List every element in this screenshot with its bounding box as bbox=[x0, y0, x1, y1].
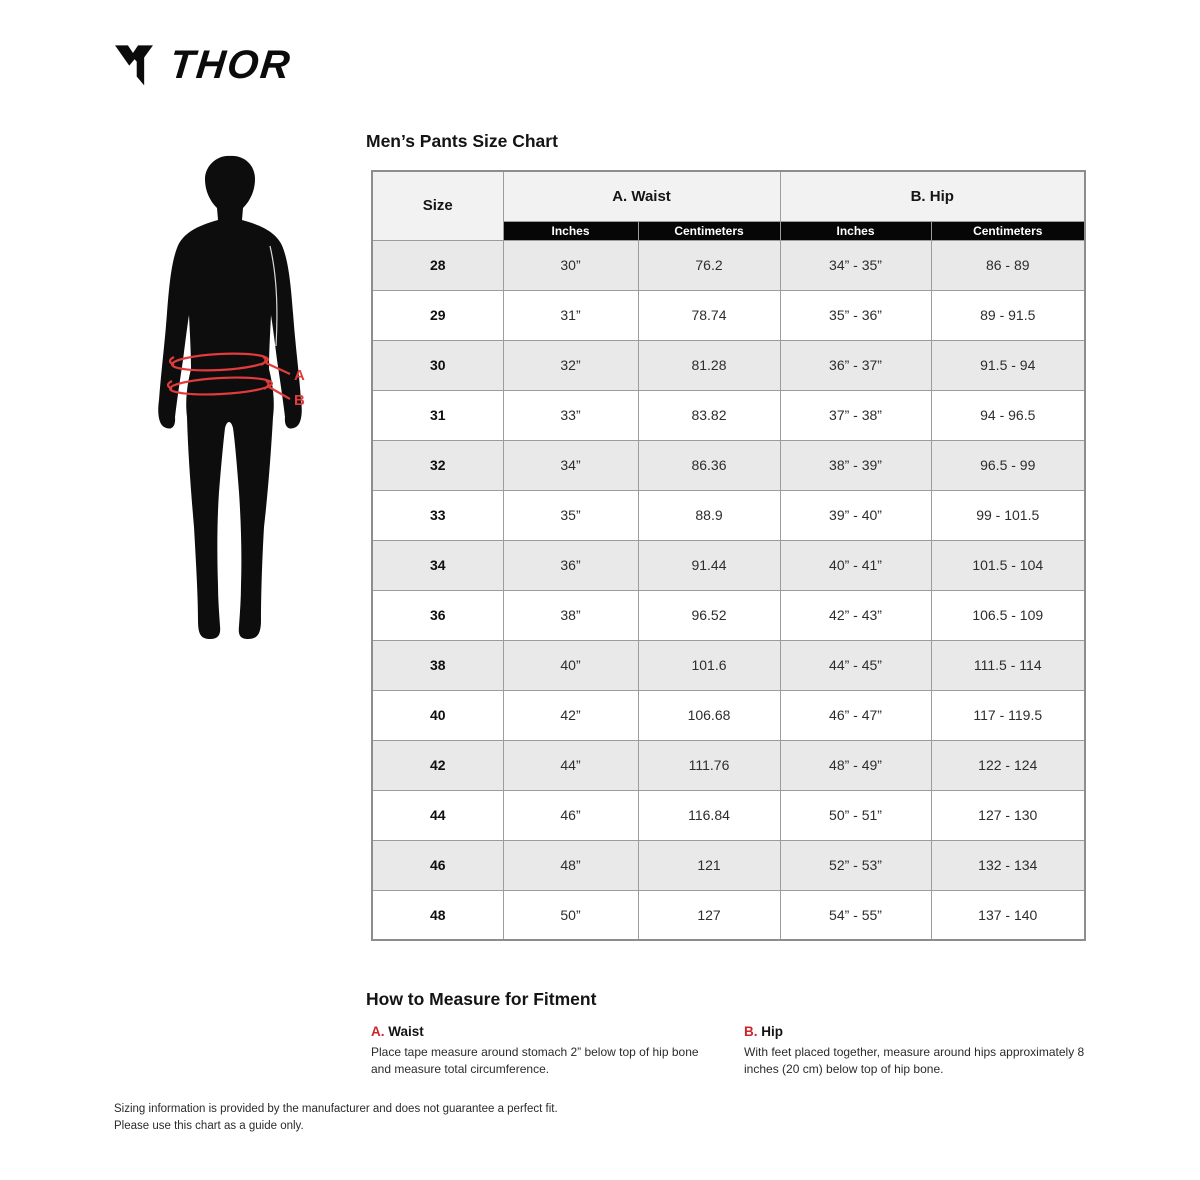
unit-header-hip-centimeters: Centimeters bbox=[931, 221, 1085, 240]
value-cell: 101.5 - 104 bbox=[931, 540, 1085, 590]
size-cell: 28 bbox=[372, 240, 503, 290]
how-to-waist-text: Place tape measure around stomach 2” below top of hip bone and measure total circumference. bbox=[371, 1045, 699, 1077]
value-cell: 117 - 119.5 bbox=[931, 690, 1085, 740]
value-cell: 50” - 51” bbox=[780, 790, 931, 840]
size-cell: 34 bbox=[372, 540, 503, 590]
value-cell: 137 - 140 bbox=[931, 890, 1085, 940]
disclaimer-line-2: Please use this chart as a guide only. bbox=[114, 1120, 304, 1133]
value-cell: 33” bbox=[503, 390, 638, 440]
value-cell: 37” - 38” bbox=[780, 390, 931, 440]
how-to-waist-label bbox=[371, 1024, 709, 1039]
value-cell: 111.5 - 114 bbox=[931, 640, 1085, 690]
value-cell: 116.84 bbox=[638, 790, 780, 840]
size-cell: 48 bbox=[372, 890, 503, 940]
value-cell: 96.5 - 99 bbox=[931, 440, 1085, 490]
value-cell: 101.6 bbox=[638, 640, 780, 690]
size-cell: 38 bbox=[372, 640, 503, 690]
value-cell: 46” - 47” bbox=[780, 690, 931, 740]
column-header-waist: A. Waist bbox=[503, 171, 780, 221]
value-cell: 44” - 45” bbox=[780, 640, 931, 690]
size-cell: 42 bbox=[372, 740, 503, 790]
column-header-size: Size bbox=[372, 171, 503, 240]
size-cell: 46 bbox=[372, 840, 503, 890]
value-cell: 34” - 35” bbox=[780, 240, 931, 290]
unit-header-waist-centimeters: Centimeters bbox=[638, 221, 780, 240]
size-cell: 30 bbox=[372, 340, 503, 390]
value-cell: 96.52 bbox=[638, 590, 780, 640]
value-cell: 94 - 96.5 bbox=[931, 390, 1085, 440]
sizing-disclaimer bbox=[114, 1101, 558, 1136]
waist-label-text: Waist bbox=[388, 1024, 424, 1039]
waist-letter-prefix: A. bbox=[371, 1024, 385, 1039]
table-row bbox=[372, 840, 1085, 890]
value-cell: 48” bbox=[503, 840, 638, 890]
unit-header-waist-inches: Inches bbox=[503, 221, 638, 240]
how-to-hip-label bbox=[744, 1024, 1098, 1039]
value-cell: 34” bbox=[503, 440, 638, 490]
table-row bbox=[372, 790, 1085, 840]
unit-header-hip-inches: Inches bbox=[780, 221, 931, 240]
value-cell: 127 - 130 bbox=[931, 790, 1085, 840]
value-cell: 42” - 43” bbox=[780, 590, 931, 640]
table-row bbox=[372, 390, 1085, 440]
value-cell: 42” bbox=[503, 690, 638, 740]
value-cell: 48” - 49” bbox=[780, 740, 931, 790]
hip-label-b: B bbox=[294, 392, 305, 409]
value-cell: 132 - 134 bbox=[931, 840, 1085, 890]
size-cell: 36 bbox=[372, 590, 503, 640]
hip-label-text: Hip bbox=[761, 1024, 784, 1039]
value-cell: 46” bbox=[503, 790, 638, 840]
table-header-row bbox=[372, 171, 1085, 221]
value-cell: 54” - 55” bbox=[780, 890, 931, 940]
table-row bbox=[372, 890, 1085, 940]
value-cell: 127 bbox=[638, 890, 780, 940]
value-cell: 52” - 53” bbox=[780, 840, 931, 890]
value-cell: 86 - 89 bbox=[931, 240, 1085, 290]
table-row bbox=[372, 240, 1085, 290]
size-cell: 33 bbox=[372, 490, 503, 540]
value-cell: 36” - 37” bbox=[780, 340, 931, 390]
value-cell: 86.36 bbox=[638, 440, 780, 490]
size-cell: 44 bbox=[372, 790, 503, 840]
value-cell: 78.74 bbox=[638, 290, 780, 340]
hip-letter-prefix: B. bbox=[744, 1024, 758, 1039]
table-row bbox=[372, 740, 1085, 790]
table-row bbox=[372, 590, 1085, 640]
value-cell: 40” - 41” bbox=[780, 540, 931, 590]
value-cell: 122 - 124 bbox=[931, 740, 1085, 790]
brand-logo bbox=[112, 43, 294, 87]
value-cell: 31” bbox=[503, 290, 638, 340]
table-row bbox=[372, 440, 1085, 490]
waist-label-a: A bbox=[294, 367, 305, 384]
disclaimer-line-1: Sizing information is provided by the manufacturer and does not guarantee a perfect fit. bbox=[114, 1103, 558, 1115]
how-to-hip-section bbox=[744, 1024, 1098, 1079]
size-cell: 40 bbox=[372, 690, 503, 740]
male-silhouette-illustration bbox=[130, 150, 330, 655]
value-cell: 35” - 36” bbox=[780, 290, 931, 340]
value-cell: 76.2 bbox=[638, 240, 780, 290]
how-to-waist-section bbox=[371, 1024, 709, 1079]
value-cell: 83.82 bbox=[638, 390, 780, 440]
value-cell: 106.5 - 109 bbox=[931, 590, 1085, 640]
value-cell: 91.5 - 94 bbox=[931, 340, 1085, 390]
value-cell: 30” bbox=[503, 240, 638, 290]
size-chart-title: Men’s Pants Size Chart bbox=[366, 131, 558, 151]
table-row bbox=[372, 640, 1085, 690]
body-measurement-figure bbox=[130, 150, 330, 655]
size-table-body bbox=[372, 240, 1085, 940]
value-cell: 40” bbox=[503, 640, 638, 690]
value-cell: 111.76 bbox=[638, 740, 780, 790]
value-cell: 99 - 101.5 bbox=[931, 490, 1085, 540]
how-to-measure-title: How to Measure for Fitment bbox=[366, 989, 597, 1009]
table-row bbox=[372, 490, 1085, 540]
table-row bbox=[372, 340, 1085, 390]
value-cell: 39” - 40” bbox=[780, 490, 931, 540]
value-cell: 35” bbox=[503, 490, 638, 540]
value-cell: 106.68 bbox=[638, 690, 780, 740]
value-cell: 32” bbox=[503, 340, 638, 390]
value-cell: 88.9 bbox=[638, 490, 780, 540]
value-cell: 50” bbox=[503, 890, 638, 940]
value-cell: 81.28 bbox=[638, 340, 780, 390]
thor-horns-icon bbox=[112, 44, 156, 86]
brand-name: THOR bbox=[167, 43, 294, 87]
size-table bbox=[371, 170, 1086, 941]
size-table-container bbox=[371, 170, 1086, 941]
table-row bbox=[372, 290, 1085, 340]
column-header-hip: B. Hip bbox=[780, 171, 1085, 221]
size-cell: 29 bbox=[372, 290, 503, 340]
size-cell: 31 bbox=[372, 390, 503, 440]
value-cell: 38” bbox=[503, 590, 638, 640]
value-cell: 38” - 39” bbox=[780, 440, 931, 490]
table-row bbox=[372, 690, 1085, 740]
value-cell: 89 - 91.5 bbox=[931, 290, 1085, 340]
value-cell: 91.44 bbox=[638, 540, 780, 590]
value-cell: 44” bbox=[503, 740, 638, 790]
size-cell: 32 bbox=[372, 440, 503, 490]
value-cell: 121 bbox=[638, 840, 780, 890]
how-to-hip-text: With feet placed together, measure around hips approximately 8 inches (20 cm) below top of hip bone. bbox=[744, 1045, 1085, 1077]
table-row bbox=[372, 540, 1085, 590]
male-silhouette bbox=[158, 156, 302, 639]
value-cell: 36” bbox=[503, 540, 638, 590]
